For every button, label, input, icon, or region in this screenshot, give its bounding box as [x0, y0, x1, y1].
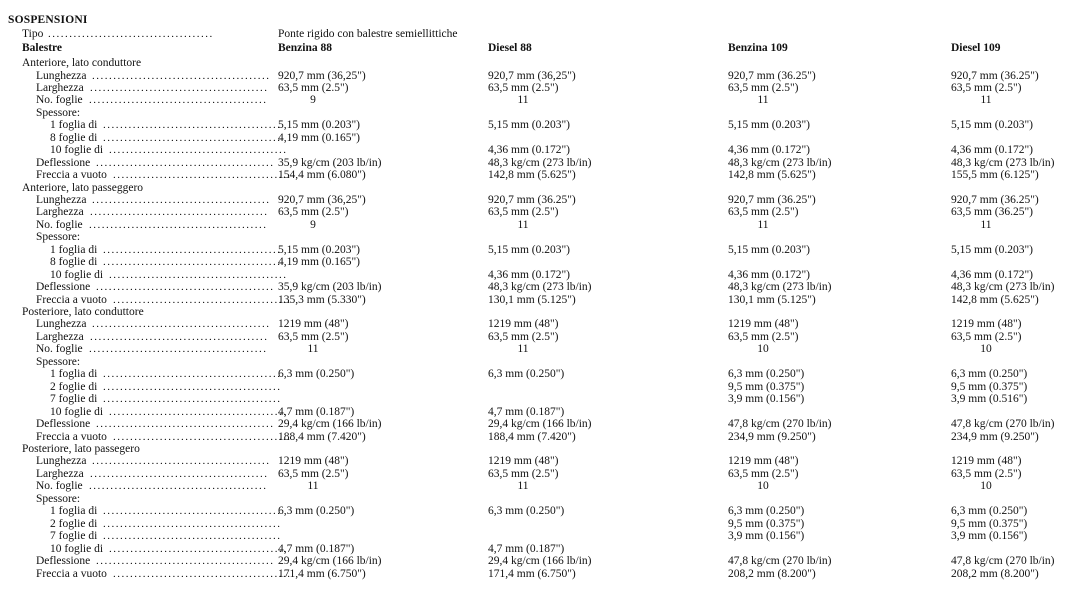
cell-value: 5,15 mm (0.203") — [278, 119, 360, 132]
row-label: Deflessione — [36, 281, 91, 294]
row-label: 7 foglie di — [50, 530, 98, 543]
row-label: No. foglie — [36, 94, 83, 107]
dot-leader: .......................................... — [90, 206, 269, 219]
cell-value: 6,3 mm (0.250") — [278, 368, 355, 381]
row-label: Larghezza — [36, 330, 84, 343]
row-label: 7 foglie di — [50, 393, 98, 406]
cell-value: 63,5 mm (2.5") — [278, 81, 349, 94]
cell-value: 920,7 mm (36.25") — [951, 193, 1039, 206]
dot-leader: .......................................... — [89, 480, 268, 493]
cell-value: 1219 mm (48") — [488, 318, 559, 331]
table-row — [0, 231, 1074, 244]
dot-leader: .......................................... — [96, 418, 275, 430]
cell-value: 1219 mm (48") — [278, 455, 349, 468]
row-label: 10 foglie di — [50, 542, 104, 555]
cell-value: 63,5 mm (2.5") — [951, 81, 1022, 94]
table-row — [0, 455, 1074, 468]
table-row — [0, 368, 1074, 381]
cell-value: 48,3 kg/cm (273 lb/in) — [728, 281, 832, 294]
cell-value: 63,5 mm (2.5") — [278, 330, 349, 343]
cell-value: 11 — [517, 343, 529, 356]
cell-value: 154,4 mm (6.080") — [278, 169, 366, 182]
dot-leader: .......................................... — [109, 144, 288, 157]
table-row — [0, 393, 1074, 406]
cell-value: 9 — [310, 94, 316, 107]
row-label: 2 foglie di — [50, 380, 98, 393]
cell-value: 11 — [757, 94, 769, 107]
col-header-diesel-109: Diesel 109 — [951, 42, 1001, 54]
dot-leader: ....................................... — [48, 28, 214, 40]
dot-leader: .......................................... — [103, 380, 282, 393]
cell-value: 6,3 mm (0.250") — [951, 505, 1028, 518]
cell-value: 171,4 mm (6.750") — [278, 567, 366, 580]
cell-value: 35,9 kg/cm (203 lb/in) — [278, 156, 382, 169]
cell-value: 47,8 kg/cm (270 lb/in) — [951, 555, 1055, 567]
cell-value: 9,5 mm (0.375") — [728, 380, 805, 393]
cell-value: 920,7 mm (36.25") — [951, 69, 1039, 82]
cell-value: 1219 mm (48") — [728, 455, 799, 468]
cell-value: 47,8 kg/cm (270 lb/in) — [951, 418, 1055, 430]
cell-value: 920,7 mm (36.25") — [488, 193, 576, 206]
row-label: No. foglie — [36, 343, 83, 356]
table-row — [0, 294, 1074, 307]
cell-value: 920,7 mm (36,25") — [278, 193, 366, 206]
table-row — [0, 518, 1074, 531]
cell-value: 3,9 mm (0.516") — [951, 393, 1028, 406]
dot-leader: .......................................... — [92, 69, 271, 82]
cell-value: 920,7 mm (36,25") — [278, 69, 366, 82]
col-header-diesel-88: Diesel 88 — [488, 42, 532, 54]
row-label: No. foglie — [36, 218, 83, 231]
dot-leader: .......................................... — [113, 567, 292, 580]
cell-value: 5,15 mm (0.203") — [951, 119, 1033, 132]
cell-value: 63,5 mm (36.25") — [951, 206, 1033, 219]
dot-leader: .......................................... — [103, 119, 282, 132]
table-row — [0, 82, 1074, 95]
cell-value: 920,7 mm (36.25") — [728, 193, 816, 206]
cell-value: 63,5 mm (2.5") — [728, 81, 799, 94]
table-row — [0, 132, 1074, 145]
cell-value: 10 — [980, 343, 992, 356]
table-row — [0, 107, 1074, 120]
cell-value: 35,9 kg/cm (203 lb/in) — [278, 281, 382, 294]
table-row — [0, 157, 1074, 170]
dot-leader: .......................................... — [96, 281, 275, 294]
cell-value: 4,36 mm (0.172") — [728, 144, 810, 157]
balestre-label: Balestre — [22, 42, 63, 54]
row-label: Lunghezza — [36, 193, 87, 206]
cell-value: 1219 mm (48") — [728, 318, 799, 331]
cell-value: 11 — [980, 218, 992, 231]
cell-value: 1219 mm (48") — [951, 318, 1022, 331]
cell-value: 10 — [757, 343, 769, 356]
cell-value: 63,5 mm (2.5") — [488, 330, 559, 343]
row-label: 1 foglia di — [50, 505, 98, 518]
cell-value: 5,15 mm (0.203") — [488, 243, 570, 256]
row-label: Deflessione — [36, 555, 91, 567]
dot-leader: .......................................... — [103, 393, 282, 406]
dot-leader: .......................................... — [103, 505, 282, 518]
table-row — [0, 57, 1074, 70]
dot-leader: .......................................... — [103, 131, 282, 144]
row-label: 8 foglie di — [50, 131, 98, 144]
row-label: 1 foglia di — [50, 119, 98, 132]
cell-value: 5,15 mm (0.203") — [728, 119, 810, 132]
table-row — [0, 431, 1074, 444]
row-label: Deflessione — [36, 156, 91, 169]
cell-value: 9,5 mm (0.375") — [728, 517, 805, 530]
row-label: Anteriore, lato conduttore — [22, 57, 142, 69]
dot-leader: .......................................... — [103, 517, 282, 530]
cell-value: 1219 mm (48") — [278, 318, 349, 331]
cell-value: 10 — [980, 480, 992, 493]
cell-value: 9 — [310, 218, 316, 231]
cell-value: 5,15 mm (0.203") — [278, 243, 360, 256]
table-row — [0, 568, 1074, 581]
cell-value: 63,5 mm (2.5") — [728, 206, 799, 219]
dot-leader: .......................................... — [113, 293, 292, 306]
row-label: Spessore: — [36, 231, 81, 244]
cell-value: 6,3 mm (0.250") — [488, 505, 565, 518]
table-row — [0, 480, 1074, 493]
dot-leader: .......................................... — [92, 455, 271, 468]
tipo-label: Tipo — [22, 28, 44, 40]
cell-value: 11 — [517, 480, 529, 493]
table-row — [0, 381, 1074, 394]
row-label: 10 foglie di — [50, 405, 104, 418]
cell-value: 63,5 mm (2.5") — [728, 467, 799, 480]
table-row — [0, 318, 1074, 331]
cell-value: 63,5 mm (2.5") — [951, 330, 1022, 343]
row-label: Spessore: — [36, 492, 81, 505]
cell-value: 4,7 mm (0.187") — [278, 405, 355, 418]
cell-value: 47,8 kg/cm (270 lb/in) — [728, 418, 832, 430]
table-row — [0, 493, 1074, 506]
row-label: Freccia a vuoto — [36, 169, 107, 182]
cell-value: 6,3 mm (0.250") — [488, 368, 565, 381]
row-label: Lunghezza — [36, 318, 87, 331]
cell-value: 208,2 mm (8.200") — [728, 567, 816, 580]
table-row — [0, 269, 1074, 282]
cell-value: 29,4 kg/cm (166 lb/in) — [278, 555, 382, 567]
cell-value: 920,7 mm (36,25") — [488, 69, 576, 82]
table-row — [0, 443, 1074, 456]
table-row — [0, 219, 1074, 232]
cell-value: 4,36 mm (0.172") — [951, 144, 1033, 157]
cell-value: 6,3 mm (0.250") — [951, 368, 1028, 381]
dot-leader: .......................................... — [90, 330, 269, 343]
dot-leader: .......................................... — [113, 169, 292, 182]
row-label: Deflessione — [36, 418, 91, 430]
dot-leader: .......................................... — [103, 243, 282, 256]
table-row — [0, 281, 1074, 294]
cell-value: 5,15 mm (0.203") — [728, 243, 810, 256]
table-row — [0, 256, 1074, 269]
row-label: No. foglie — [36, 480, 83, 493]
table-row — [0, 182, 1074, 195]
cell-value: 4,7 mm (0.187") — [488, 542, 565, 555]
table-row — [0, 70, 1074, 83]
table-row — [0, 206, 1074, 219]
cell-value: 130,1 mm (5.125") — [488, 293, 576, 306]
cell-value: 10 — [757, 480, 769, 493]
cell-value: 142,8 mm (5.625") — [488, 169, 576, 182]
cell-value: 48,3 kg/cm (273 lb/in) — [728, 156, 832, 169]
header-row — [0, 42, 1074, 55]
cell-value: 6,3 mm (0.250") — [278, 505, 355, 518]
cell-value: 63,5 mm (2.5") — [728, 330, 799, 343]
cell-value: 4,7 mm (0.187") — [278, 542, 355, 555]
col-header-benzina-109: Benzina 109 — [728, 42, 788, 54]
table-row — [0, 169, 1074, 182]
dot-leader: .......................................... — [109, 405, 288, 418]
cell-value: 63,5 mm (2.5") — [951, 467, 1022, 480]
row-label: 10 foglie di — [50, 144, 104, 157]
cell-value: 4,36 mm (0.172") — [728, 268, 810, 281]
cell-value: 47,8 kg/cm (270 lb/in) — [728, 555, 832, 567]
table-row — [0, 119, 1074, 132]
table-row — [0, 406, 1074, 419]
cell-value: 6,3 mm (0.250") — [728, 368, 805, 381]
cell-value: 4,19 mm (0.165") — [278, 256, 360, 269]
row-label: Larghezza — [36, 467, 84, 480]
cell-value: 142,8 mm (5.625") — [951, 293, 1039, 306]
cell-value: 63,5 mm (2.5") — [488, 81, 559, 94]
cell-value: 11 — [307, 480, 319, 493]
row-label: Posteriore, lato conduttore — [22, 306, 144, 318]
dot-leader: .......................................... — [89, 343, 268, 356]
row-label: Lunghezza — [36, 69, 87, 82]
cell-value: 11 — [517, 94, 529, 107]
cell-value: 63,5 mm (2.5") — [488, 206, 559, 219]
table-row — [0, 543, 1074, 556]
row-label: Anteriore, lato passeggero — [22, 181, 144, 194]
cell-value: 63,5 mm (2.5") — [278, 467, 349, 480]
cell-value: 171,4 mm (6.750") — [488, 567, 576, 580]
cell-value: 234,9 mm (9.250") — [951, 430, 1039, 443]
cell-value: 3,9 mm (0.156") — [951, 530, 1028, 543]
cell-value: 5,15 mm (0.203") — [488, 119, 570, 132]
row-label: Freccia a vuoto — [36, 293, 107, 306]
tipo-value: Ponte rigido con balestre semiellittiche — [278, 28, 458, 40]
cell-value: 135,3 mm (5.330") — [278, 293, 366, 306]
row-label: 1 foglia di — [50, 368, 98, 381]
cell-value: 11 — [980, 94, 992, 107]
row-label: Freccia a vuoto — [36, 567, 107, 580]
row-label: Lunghezza — [36, 455, 87, 468]
dot-leader: .......................................... — [113, 430, 292, 443]
dot-leader: .......................................... — [96, 555, 275, 567]
cell-value: 29,4 kg/cm (166 lb/in) — [488, 418, 592, 430]
table-row — [0, 530, 1074, 543]
table-row — [0, 555, 1074, 568]
dot-leader: .......................................... — [92, 193, 271, 206]
cell-value: 6,3 mm (0.250") — [728, 505, 805, 518]
cell-value: 5,15 mm (0.203") — [951, 243, 1033, 256]
dot-leader: .......................................... — [109, 542, 288, 555]
table-row — [0, 468, 1074, 481]
dot-leader: .......................................... — [103, 256, 282, 269]
dot-leader: .......................................... — [89, 94, 268, 107]
section-title: SOSPENSIONI — [8, 14, 88, 26]
row-label: Spessore: — [36, 355, 81, 368]
cell-value: 208,2 mm (8.200") — [951, 567, 1039, 580]
cell-value: 48,3 kg/cm (273 lb/in) — [951, 281, 1055, 294]
table-row — [0, 244, 1074, 257]
row-label: 8 foglie di — [50, 256, 98, 269]
cell-value: 4,7 mm (0.187") — [488, 405, 565, 418]
table-row — [0, 331, 1074, 344]
table-row — [0, 343, 1074, 356]
cell-value: 63,5 mm (2.5") — [488, 467, 559, 480]
cell-value: 4,19 mm (0.165") — [278, 131, 360, 144]
table-row — [0, 306, 1074, 319]
row-label: Posteriore, lato passegero — [22, 442, 140, 455]
cell-value: 188,4 mm (7.420") — [278, 430, 366, 443]
row-label: Larghezza — [36, 81, 84, 94]
cell-value: 9,5 mm (0.375") — [951, 380, 1028, 393]
cell-value: 1219 mm (48") — [951, 455, 1022, 468]
cell-value: 130,1 mm (5.125") — [728, 293, 816, 306]
dot-leader: .......................................... — [109, 268, 288, 281]
cell-value: 1219 mm (48") — [488, 455, 559, 468]
row-label: 10 foglie di — [50, 268, 104, 281]
cell-value: 48,3 kg/cm (273 lb/in) — [951, 156, 1055, 169]
cell-value: 11 — [757, 218, 769, 231]
dot-leader: .......................................... — [103, 368, 282, 381]
dot-leader: .......................................... — [96, 156, 275, 169]
cell-value: 4,36 mm (0.172") — [488, 144, 570, 157]
table-row — [0, 94, 1074, 107]
cell-value: 142,8 mm (5.625") — [728, 169, 816, 182]
cell-value: 9,5 mm (0.375") — [951, 517, 1028, 530]
dot-leader: .......................................... — [103, 530, 282, 543]
row-label: Freccia a vuoto — [36, 430, 107, 443]
table-row — [0, 356, 1074, 369]
cell-value: 3,9 mm (0.156") — [728, 530, 805, 543]
cell-value: 4,36 mm (0.172") — [951, 268, 1033, 281]
cell-value: 48,3 kg/cm (273 lb/in) — [488, 281, 592, 294]
cell-value: 63,5 mm (2.5") — [278, 206, 349, 219]
table-row — [0, 144, 1074, 157]
dot-leader: .......................................... — [90, 467, 269, 480]
cell-value: 29,4 kg/cm (166 lb/in) — [488, 555, 592, 567]
cell-value: 234,9 mm (9.250") — [728, 430, 816, 443]
cell-value: 188,4 mm (7.420") — [488, 430, 576, 443]
table-row — [0, 505, 1074, 518]
cell-value: 48,3 kg/cm (273 lb/in) — [488, 156, 592, 169]
dot-leader: .......................................... — [89, 218, 268, 231]
row-label: Spessore: — [36, 106, 81, 119]
dot-leader: .......................................... — [90, 81, 269, 94]
cell-value: 920,7 mm (36.25") — [728, 69, 816, 82]
table-row — [0, 418, 1074, 431]
col-header-benzina-88: Benzina 88 — [278, 42, 332, 54]
cell-value: 4,36 mm (0.172") — [488, 268, 570, 281]
tipo-row — [0, 28, 1074, 41]
row-label: Larghezza — [36, 206, 84, 219]
cell-value: 3,9 mm (0.156") — [728, 393, 805, 406]
cell-value: 155,5 mm (6.125") — [951, 169, 1039, 182]
table-row — [0, 194, 1074, 207]
cell-value: 11 — [517, 218, 529, 231]
cell-value: 11 — [307, 343, 319, 356]
row-label: 1 foglia di — [50, 243, 98, 256]
row-label: 2 foglie di — [50, 517, 98, 530]
cell-value: 29,4 kg/cm (166 lb/in) — [278, 418, 382, 430]
dot-leader: .......................................... — [92, 318, 271, 331]
